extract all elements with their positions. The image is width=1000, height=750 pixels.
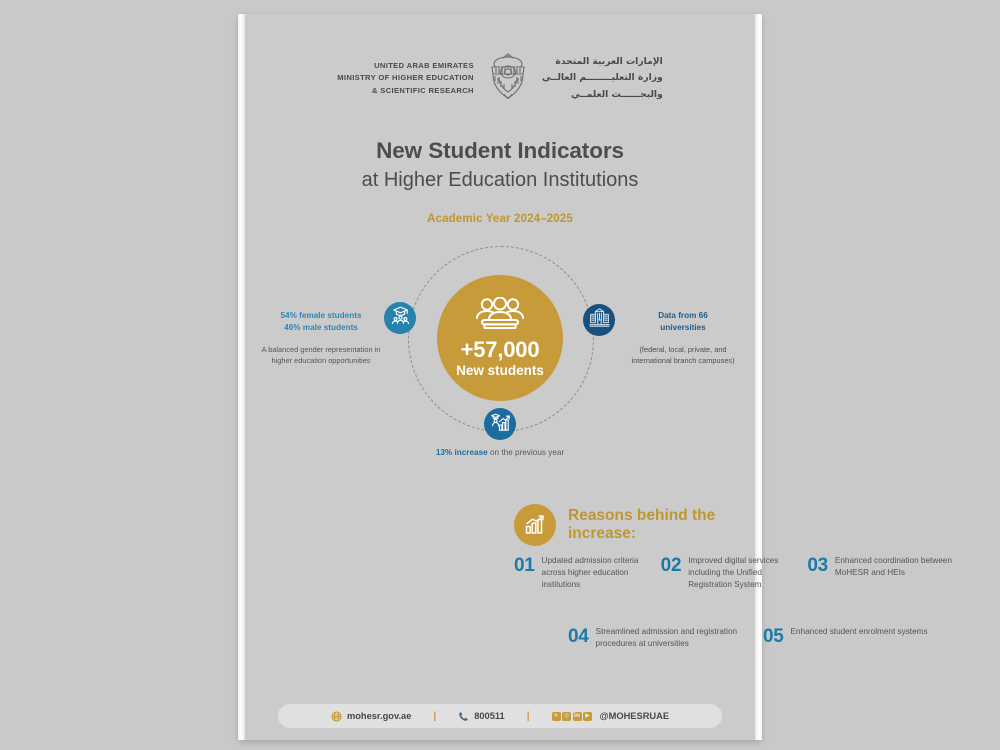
growth-chart-person-icon <box>490 411 511 437</box>
ministry-name-english <box>337 60 474 98</box>
website-label: mohesr.gov.ae <box>346 711 412 721</box>
reason-item <box>514 556 661 591</box>
hero-diagram <box>238 250 762 480</box>
reason-item <box>763 627 958 650</box>
logo-en-line-1: UNITED ARAB EMIRATES <box>374 60 474 70</box>
increase-caption-text: on the previous year <box>487 448 565 457</box>
page-title: New Student Indicators <box>376 138 624 163</box>
graduation-cap-people-icon <box>390 305 411 331</box>
logo-ar-line-1: الإمارات العربية المتحدة <box>555 56 663 68</box>
reasons-header <box>514 504 762 546</box>
reason-item <box>661 556 808 591</box>
footer-contact-bar <box>278 704 722 728</box>
increase-percentage: 13% increase <box>435 448 488 457</box>
bar-chart-arrow-up-icon <box>514 504 556 546</box>
social-handle-group[interactable] <box>552 711 670 721</box>
reason-number: 01 <box>514 555 535 576</box>
ministry-logo <box>238 50 762 107</box>
reason-text: Updated admission criteria across higher education institutions <box>541 556 639 590</box>
reasons-row-2 <box>568 627 958 650</box>
logo-en-line-2: MINISTRY OF HIGHER EDUCATION <box>337 73 474 83</box>
linkedin-icon[interactable]: in <box>573 712 581 719</box>
reason-number: 05 <box>763 626 784 647</box>
reasons-row-1 <box>514 556 954 591</box>
reason-item <box>807 556 954 591</box>
youtube-icon[interactable]: ▶ <box>583 712 592 721</box>
reasons-title: Reasons behind the increase: <box>568 507 716 542</box>
gender-split-headline <box>260 310 382 335</box>
reason-item <box>568 627 763 650</box>
logo-ar-line-3: والبحــــــث العلمــي <box>571 88 663 100</box>
phone-label: 800511 <box>474 711 505 721</box>
universities-count-label: Data from 66 <box>658 311 708 320</box>
reason-number: 02 <box>660 555 682 576</box>
universities-word-label: universities <box>660 323 706 333</box>
reason-text: Enhanced coordination between MoHESR and HEIs <box>834 556 952 578</box>
social-handle-label: @MOHESRUAE <box>599 711 670 721</box>
website-link[interactable] <box>331 711 411 722</box>
logo-en-line-3: & SCIENTIFIC RESEARCH <box>372 85 474 95</box>
phone-link[interactable] <box>458 711 505 722</box>
globe-icon <box>331 711 342 722</box>
new-students-count: +57,000 <box>460 336 540 362</box>
ministry-name-arabic <box>542 54 663 102</box>
reason-text: Streamlined admission and registration procedures at universities <box>595 627 738 649</box>
universities-description: (federal, local, private, and international branch campuses) <box>631 344 735 366</box>
reason-number: 04 <box>568 626 589 647</box>
infographic-page <box>238 14 952 740</box>
universities-icon-node <box>583 304 615 336</box>
footer-separator-1: | <box>433 710 437 722</box>
page-subtitle: at Higher Education Institutions <box>361 168 639 191</box>
phone-icon <box>458 711 469 722</box>
university-building-icon <box>589 307 610 333</box>
male-share-label: 46% male students <box>284 323 358 333</box>
social-icons <box>552 712 594 721</box>
female-share-label: 54% female students <box>280 311 362 320</box>
logo-ar-line-2: وزارة التعليــــــــم العالــي <box>541 72 663 84</box>
reason-number: 03 <box>807 555 828 576</box>
gender-split-description: A balanced gender representation in higher education opportunities <box>261 344 381 366</box>
increase-caption <box>238 448 762 457</box>
footer-separator-2: | <box>526 710 530 722</box>
academic-year-label: Academic Year 2024–2025 <box>427 212 573 225</box>
center-statistic-circle <box>437 275 563 401</box>
universities-headline <box>622 310 744 335</box>
instagram-icon[interactable]: ◎ <box>563 712 570 719</box>
uae-falcon-emblem-icon <box>485 50 531 107</box>
title-block <box>238 138 762 225</box>
new-students-label: New students <box>456 362 544 378</box>
reason-text: Enhanced student enrolment systems <box>790 627 928 636</box>
reason-text: Improved digital services including the Unified Registration System <box>688 556 779 590</box>
x-twitter-icon[interactable]: ✕ <box>553 712 559 719</box>
increase-icon-node <box>484 408 516 440</box>
universities-block <box>622 310 744 367</box>
students-group-icon <box>474 297 526 336</box>
gender-split-block <box>260 310 382 367</box>
gender-split-icon-node <box>384 302 416 334</box>
